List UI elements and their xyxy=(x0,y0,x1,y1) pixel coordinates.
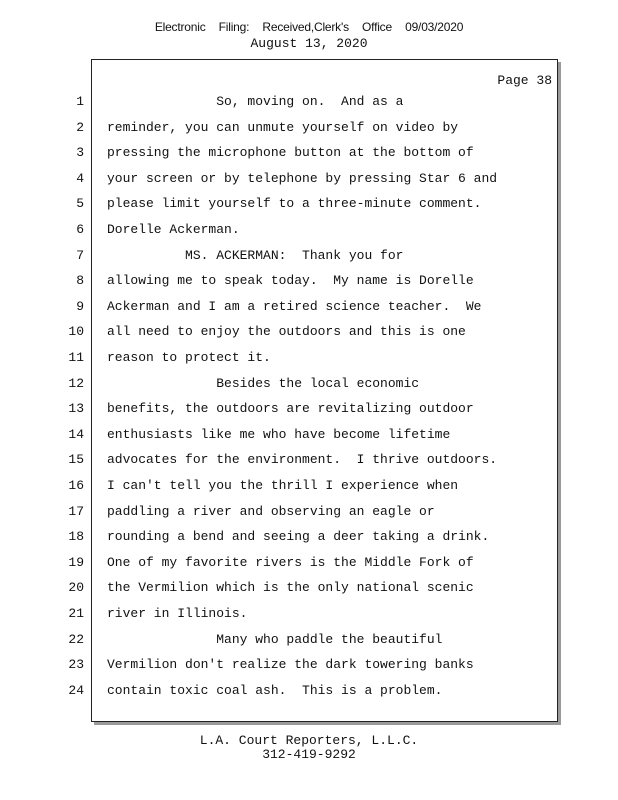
transcript-line xyxy=(0,248,618,268)
line-number: 22 xyxy=(68,631,84,647)
hearing-date: August 13, 2020 xyxy=(250,36,368,51)
line-number: 5 xyxy=(76,196,84,212)
line-text: river in Illinois. xyxy=(107,606,248,621)
line-text: allowing me to speak today. My name is Dorelle xyxy=(107,273,474,289)
line-number: 13 xyxy=(68,401,84,417)
transcript-line xyxy=(0,273,618,293)
transcript-line xyxy=(0,529,618,549)
line-number: 12 xyxy=(68,375,84,391)
line-number: 19 xyxy=(68,554,84,570)
line-text: reminder, you can unmute yourself on video by xyxy=(107,119,459,135)
filing-stamp-part: Received,Clerk's xyxy=(262,20,349,34)
transcript-line xyxy=(0,171,618,191)
line-number: 8 xyxy=(76,273,84,289)
transcript-line xyxy=(0,145,618,165)
transcript-line xyxy=(0,324,618,344)
filing-stamp-part: 09/03/2020 xyxy=(405,20,464,34)
transcript-line xyxy=(0,94,618,114)
line-text: MS. ACKERMAN: Thank you for xyxy=(107,247,404,263)
line-text: pressing the microphone button at the bottom of xyxy=(107,145,474,161)
line-number: 24 xyxy=(68,682,84,698)
line-number: 4 xyxy=(76,170,84,186)
transcript-line xyxy=(0,478,618,498)
filing-stamp xyxy=(0,20,618,34)
transcript-line xyxy=(0,299,618,319)
line-number: 21 xyxy=(68,606,84,621)
transcript-line xyxy=(0,427,618,447)
transcript-line xyxy=(0,606,618,626)
line-number: 2 xyxy=(76,119,84,135)
line-text: Dorelle Ackerman. xyxy=(107,222,240,237)
transcript-line xyxy=(0,580,618,600)
transcript-line xyxy=(0,401,618,421)
filing-stamp-part: Filing: xyxy=(218,20,250,34)
line-text: enthusiasts like me who have become lifetime xyxy=(107,426,451,442)
line-number: 7 xyxy=(76,247,84,263)
filing-stamp-part: Electronic xyxy=(154,20,206,34)
transcript-line xyxy=(0,376,618,396)
transcript-line xyxy=(0,452,618,472)
line-text: paddling a river and observing an eagle or xyxy=(107,503,435,519)
line-text: contain toxic coal ash. This is a problem. xyxy=(107,682,443,698)
line-number: 17 xyxy=(68,503,84,519)
transcript-line xyxy=(0,657,618,677)
transcript-line xyxy=(0,632,618,652)
page-number: Page 38 xyxy=(497,73,552,88)
line-number: 3 xyxy=(76,145,84,161)
line-number: 6 xyxy=(76,222,84,237)
line-number: 11 xyxy=(68,350,84,365)
line-text: So, moving on. And as a xyxy=(107,94,404,109)
line-text: Ackerman and I am a retired science teacher. We xyxy=(107,298,482,314)
reporter-company: L.A. Court Reporters, L.L.C. xyxy=(199,733,419,748)
line-number: 1 xyxy=(76,94,84,109)
line-text: Vermilion don't realize the dark towering banks xyxy=(107,657,474,673)
transcript-line xyxy=(0,555,618,575)
line-number: 18 xyxy=(68,529,84,545)
transcript-line xyxy=(0,504,618,524)
line-number: 23 xyxy=(68,657,84,673)
line-text: all need to enjoy the outdoors and this is one xyxy=(107,324,466,340)
transcript-line xyxy=(0,196,618,216)
reporter-phone: 312-419-9292 xyxy=(262,747,356,762)
line-number: 10 xyxy=(68,324,84,340)
line-text: your screen or by telephone by pressing Star 6 and xyxy=(107,170,498,186)
line-text: advocates for the environment. I thrive outdoors. xyxy=(107,452,498,468)
line-number: 20 xyxy=(68,580,84,596)
line-text: Besides the local economic xyxy=(107,375,420,391)
transcript-line xyxy=(0,350,618,370)
line-text: please limit yourself to a three-minute comment. xyxy=(107,196,482,212)
filing-stamp-part: Office xyxy=(362,20,392,34)
line-text: Many who paddle the beautiful xyxy=(107,631,443,647)
transcript-line xyxy=(0,120,618,140)
line-number: 15 xyxy=(68,452,84,468)
line-text: benefits, the outdoors are revitalizing outdoor xyxy=(107,401,474,417)
transcript-line xyxy=(0,683,618,703)
line-number: 16 xyxy=(68,478,84,493)
line-number: 9 xyxy=(76,298,84,314)
line-text: rounding a bend and seeing a deer taking a drink. xyxy=(107,529,490,545)
transcript-line xyxy=(0,222,618,242)
line-text: I can't tell you the thrill I experience when xyxy=(107,478,459,493)
line-text: One of my favorite rivers is the Middle Fork of xyxy=(107,554,474,570)
line-text: the Vermilion which is the only national scenic xyxy=(107,580,474,596)
line-text: reason to protect it. xyxy=(107,350,271,365)
line-number: 14 xyxy=(68,426,84,442)
